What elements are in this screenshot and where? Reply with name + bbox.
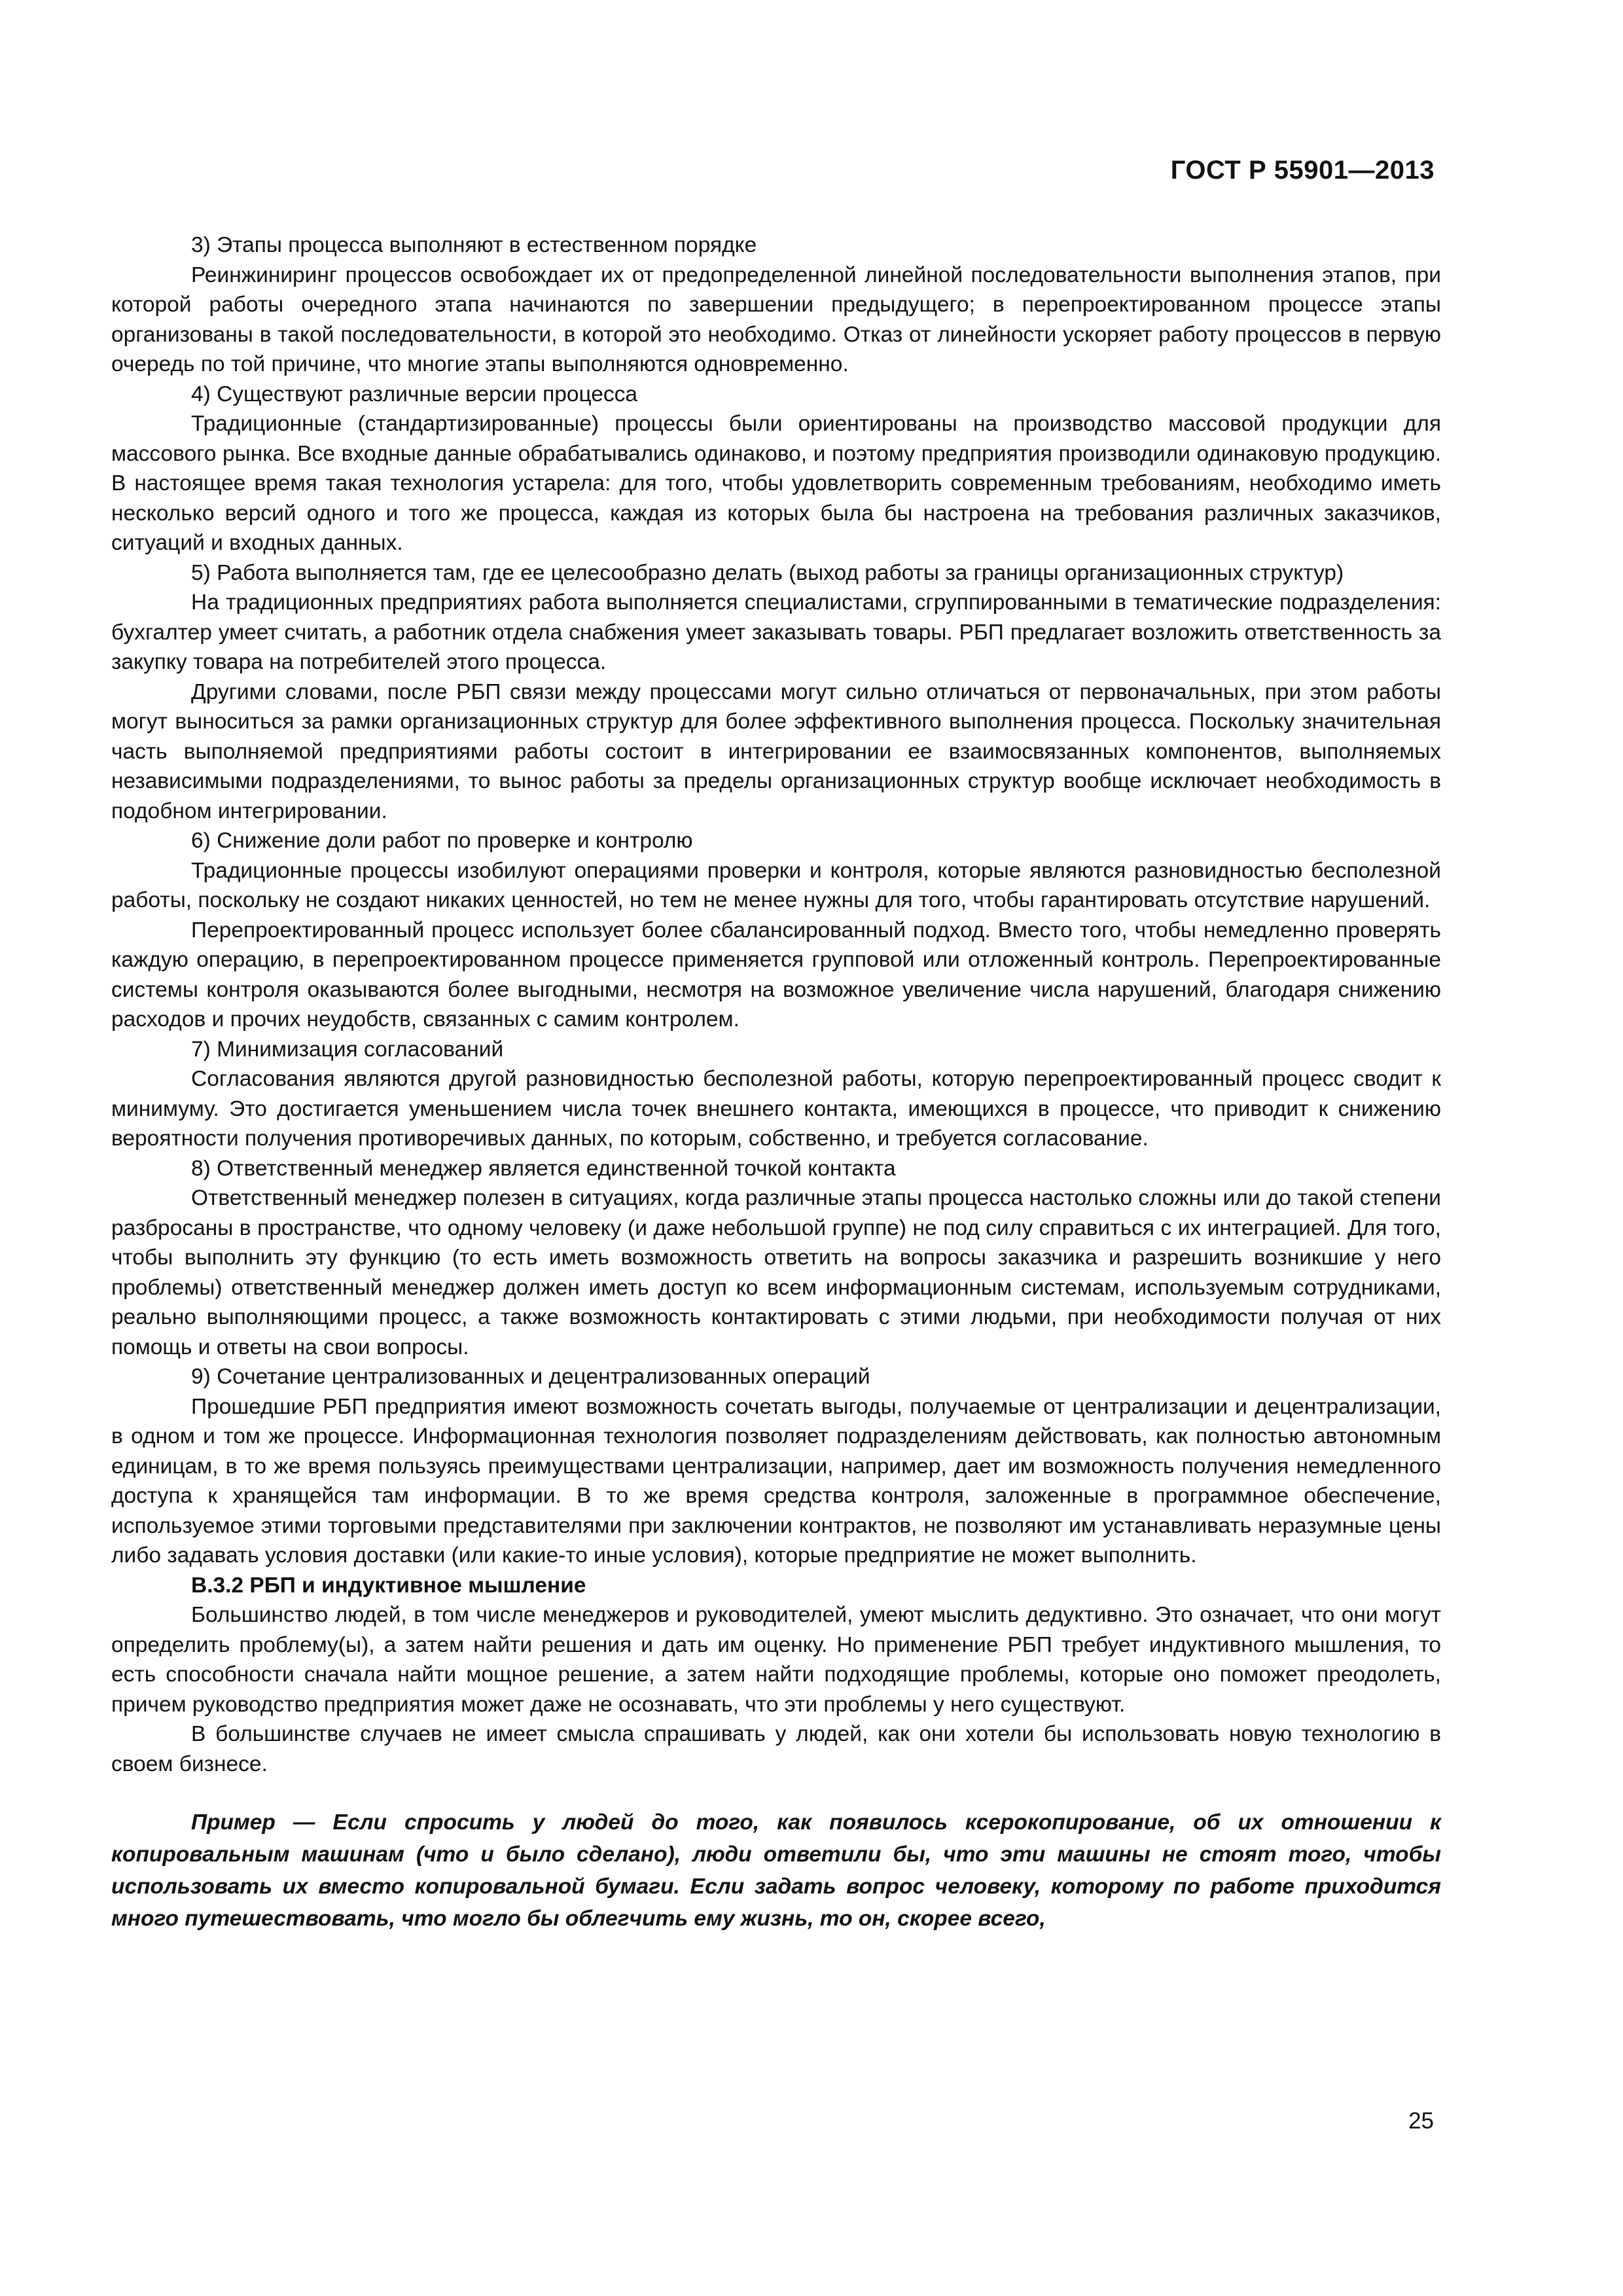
list-item-heading: 8) Ответственный менеджер является единственной точкой контакта — [191, 1156, 896, 1181]
paragraph: Большинство людей, в том числе менеджеров и руководителей, умеют мыслить дедуктивно. Это означает, что они могут определить проблему(ы), а затем найти решения и дать им оценку. Но применение РБП требует индуктивного мышления, то есть способности сначала найти мощное решение, а затем найти подходящие проблемы, которые оно поможет преодолеть, причем руководство предприятия может даже не осознавать, что эти проблемы у него существуют. — [111, 1603, 1441, 1717]
list-item-heading: 3) Этапы процесса выполняют в естественном порядке — [191, 233, 757, 257]
example-paragraph: Пример — Если спросить у людей до того, как появилось ксерокопирование, об их отношении к копировальным машинам (что и было сделано), люди ответили бы, что эти машины не стоят того, чтобы использовать их вместо копировальной бумаги. Если задать вопрос человеку, которому по работе приходится много путешествовать, что могло бы облегчить ему жизнь, то он, скорее всего, — [111, 1810, 1441, 1931]
list-item-heading: 5) Работа выполняется там, где ее целесообразно делать (выход работы за границы организационных структур) — [191, 560, 1344, 585]
page-number: 25 — [1408, 2108, 1434, 2134]
paragraph: На традиционных предприятиях работа выполняется специалистами, сгруппированными в тематические подразделения: бухгалтер умеет считать, а работник отдела снабжения умеет заказывать товары. РБП предлагает возложить ответственность за закупку товара на потребителей этого процесса. — [111, 590, 1441, 674]
list-item-heading: 9) Сочетание централизованных и децентрализованных операций — [191, 1365, 870, 1389]
paragraph: Реинжиниринг процессов освобождает их от предопределенной линейной последовательности выполнения этапов, при которой работы очередного этапа начинаются по завершении предыдущего; в перепроектированном процессе этапы организованы в такой последовательности, в которой это необходимо. Отказ от линейности ускоряет работу процессов в первую очередь по той причине, что многие этапы выполняются одновременно. — [111, 262, 1441, 376]
list-item-heading: 4) Существуют различные версии процесса — [191, 382, 638, 406]
paragraph: Прошедшие РБП предприятия имеют возможность сочетать выгоды, получаемые от централизации и децентрализации, в одном и том же процессе. Информационная технология позволяет подразделениям действовать, как полностью автономным единицам, в то же время пользуясь преимуществами централизации, например, дает им возможность получения немедленного доступа к хранящейся там информации. В то же время средства контроля, заложенные в программное обеспечение, используемое этими торговыми представителями при заключении контрактов, не позволяют им устанавливать неразумные цены либо задавать условия доставки (или какие-то иные условия), которые предприятие не может выполнить. — [111, 1394, 1441, 1568]
paragraph: Традиционные (стандартизированные) процессы были ориентированы на производство массовой продукции для массового рынка. Все входные данные обрабатывались одинаково, и поэтому предприятия производили одинаковую продукцию. В настоящее время такая технология устарела: для того, чтобы удовлетворить современным требованиям, необходимо иметь несколько версий одного и того же процесса, каждая из которых была бы настроена на требования различных заказчиков, ситуаций и входных данных. — [111, 412, 1441, 555]
paragraph: В большинстве случаев не имеет смысла спрашивать у людей, как они хотели бы использовать новую технологию в своем бизнесе. — [111, 1722, 1441, 1776]
document-header: ГОСТ Р 55901—2013 — [1170, 156, 1435, 185]
paragraph: Согласования являются другой разновидностью бесполезной работы, которую перепроектированный процесс сводит к минимуму. Это достигается уменьшением числа точек внешнего контакта, имеющихся в процессе, что приводит к снижению вероятности получения противоречивых данных, по которым, собственно, и требуется согласование. — [111, 1067, 1441, 1151]
document-body — [111, 230, 1441, 1935]
paragraph: Традиционные процессы изобилуют операциями проверки и контроля, которые являются разновидностью бесполезной работы, поскольку не создают никаких ценностей, но тем не менее нужны для того, чтобы гарантировать отсутствие нарушений. — [111, 858, 1441, 912]
list-item-heading: 7) Минимизация согласований — [191, 1037, 504, 1062]
paragraph: Перепроектированный процесс использует более сбалансированный подход. Вместо того, чтобы немедленно проверять каждую операцию, в перепроектированном процессе применяется групповой или отложенный контроль. Перепроектированные системы контроля оказываются более выгодными, несмотря на возможное увеличение числа нарушений, благодаря снижению расходов и прочих неудобств, связанных с самим контролем. — [111, 918, 1441, 1031]
paragraph: Ответственный менеджер полезен в ситуациях, когда различные этапы процесса настолько сложны или до такой степени разбросаны в пространстве, что одному человеку (и даже небольшой группе) не под силу справиться с их интеграцией. Для того, чтобы выполнить эту функцию (то есть иметь возможность ответить на вопросы заказчика и разрешить возникшие у него проблемы) ответственный менеджер должен иметь доступ ко всем информационным системам, используемым сотрудниками, реально выполняющими процесс, а также возможность контактировать с этими людьми, при необходимости получая от них помощь и ответы на свои вопросы. — [111, 1186, 1441, 1359]
subsection-heading: В.3.2 РБП и индуктивное мышление — [191, 1573, 586, 1598]
list-item-heading: 6) Снижение доли работ по проверке и контролю — [191, 829, 693, 853]
paragraph: Другими словами, после РБП связи между процессами могут сильно отличаться от первоначальных, при этом работы могут выноситься за рамки организационных структур для более эффективного выполнения процесса. Поскольку значительная часть выполняемой предприятиями работы состоит в интегрировании ее взаимосвязанных компонентов, выполняемых независимыми подразделениями, то вынос работы за пределы организационных структур вообще исключает необходимость в подобном интегрировании. — [111, 679, 1441, 823]
